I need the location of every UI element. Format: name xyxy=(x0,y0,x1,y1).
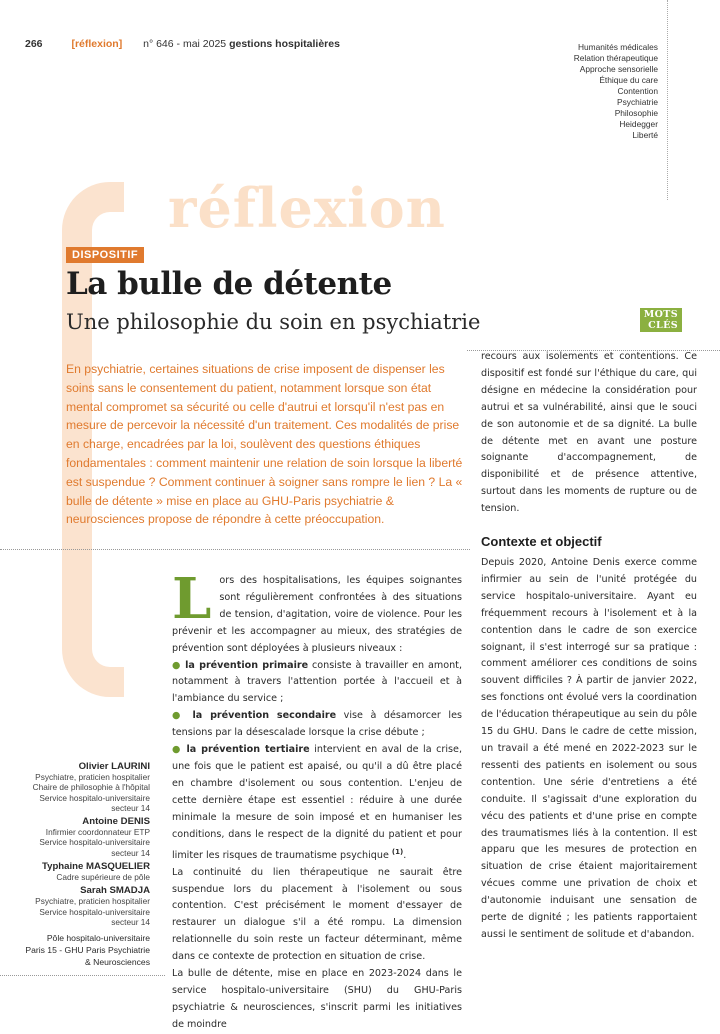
page-header xyxy=(25,38,340,50)
article-tag: DISPOSITIF xyxy=(66,247,144,263)
footnote-ref: (1) xyxy=(391,847,404,856)
list-item xyxy=(172,708,462,742)
affiliation-line: Paris 15 - GHU Paris Psychiatrie xyxy=(25,944,150,955)
dotted-rule xyxy=(0,549,470,550)
affiliation xyxy=(0,933,150,968)
keyword: Éthique du care xyxy=(599,75,658,85)
dotted-rule xyxy=(0,975,165,976)
list-item: ● la prévention tertiaire intervient en aval de la crise, une fois que le patient est apaisé, ou qu'il a dû être placé en chambre d'isolement ou sous contention. L'enjeu de cette dernière étape est essentiel : réduire à une durée minimale la mesure de soin imposé et en humaniser les conditions, dans le respect de la dignité du patient et pour limiter les risques de traumatisme psychique $^{(1)}$. xyxy=(172,744,462,861)
list-item-bold: la prévention tertiaire xyxy=(186,744,310,756)
keywords-box xyxy=(573,42,679,331)
paragraph: La bulle de détente, mise en place en 2023-2024 dans le service hospitalo-universitaire (SHU) du GHU-Paris psychiatrie & neurosciences, s'inscrit parmi les initiatives de moindre xyxy=(172,968,462,1030)
bullet-icon: ● xyxy=(172,744,182,756)
keyword: Psychiatrie xyxy=(617,97,658,107)
article-lead: En psychiatrie, certaines situations de crise imposent de dispenser les soins sans le consentement du patient, notamment lorsque son état mental compromet sa sécurité ou celle d'autrui et lorsqu'il n'est pas en mesure de percevoir la nécessité d'un traitement. Ces modalités de prise en charge, encadrées par la loi, soulèvent des questions éthiques fondamentales : comment maintenir une relation de soin lorsque la liberté est suspendue ? Comment continuer à soigner sans rompre le lien ? La « bulle de détente » mise en place au GHU-Paris psychiatrie & neurosciences propose de répondre à cette préoccupation. xyxy=(66,362,463,527)
bullet-icon: ● xyxy=(172,710,185,722)
journal-name: gestions hospitalières xyxy=(229,38,340,50)
list-item-text: intervient en aval de la crise, une fois que le patient est apaisé, ou qu'il a dû être placé en chambre d'isolement ou sous contention. L'enjeu de cette dernière étape est essentiel : réduire à une durée minimale la mesure de soin imposé et en humaniser les conditions, dans le respect de la dignité du patient et pour limiter les risques de traumatisme psychique xyxy=(172,744,462,861)
paragraph: Depuis 2020, Antoine Denis exerce comme infirmier au sein de l'unité protégée du service hospitalo-universitaire. Ayant eu fréquemment recours à l'isolement et à la contention dans le cadre de son exercice soignant, il s'est interrogé sur sa pratique : comment améliorer ces conditions de soins souvent difficiles ? À partir de janvier 2022, ses fonctions ont évolué vers la coordination de l'éducation thérapeutique au sein du pôle 15 du GHU. Dans le cadre de cette mission, un travail a été mené en 2022-2023 sur le ressenti des patients en isolement ou sous contention. Une série d'entretiens a été conduite. Il s'agissait d'une exploration du vécu des patients et d'une prise en compte des traumatismes liés à la contention. Il est apparu que les mesures de protection en situation de crise étaient majoritairement vécues comme une privation de choix et d'autonomie induisant une sensation de perte de dignité ; les patients rapportaient aussi le sentiment de solitude et d'abandon. xyxy=(481,557,697,940)
affiliation-line: Pôle hospitalo-universitaire xyxy=(46,933,150,944)
author-role: Service hospitalo-universitaire xyxy=(39,837,150,848)
author-role: secteur 14 xyxy=(111,916,150,927)
author-role: Infirmier coordonnateur ETP xyxy=(45,827,150,838)
intro-text: ors des hospitalisations, les équipes soignantes sont régulièrement confrontées à des situations de tension, d'agitation, voire de violence. Pour les prévenir et les accompagner au mieux, des stratégies de prévention sont déployées à plusieurs niveaux : xyxy=(172,575,462,654)
right-column-top xyxy=(481,349,697,518)
list-item-bold: la prévention primaire xyxy=(185,659,309,671)
list-item-text: consiste à travailler en amont, notamment à travers l'attention portée à l'accueil et à l'ambiance du service ; xyxy=(172,659,462,705)
article-title: La bulle de détente xyxy=(66,266,392,302)
author-role: Service hospitalo-universitaire xyxy=(39,792,150,803)
paragraph: recours aux isolements et contentions. Ce dispositif est fondé sur l'éthique du care, qui désigne en médecine la considération pour autrui et sa vulnérabilité, ainsi que le souci de son autonomie et de sa dignité. La bulle de détente met en avant une posture soignante d'accompagnement, de disponibilité et de présence attentive, surtout dans les moments de rupture ou de tension. xyxy=(481,351,697,515)
keyword: Humanités médicales xyxy=(577,42,658,52)
author-role: Psychiatre, praticien hospitalier xyxy=(35,772,150,783)
author-role: secteur 14 xyxy=(111,847,150,858)
dropcap: L xyxy=(172,566,212,632)
author-role: Service hospitalo-universitaire xyxy=(39,906,150,917)
article-subtitle: Une philosophie du soin en psychiatrie xyxy=(66,310,481,334)
author-role: secteur 14 xyxy=(111,802,150,813)
keyword: Liberté xyxy=(632,130,658,140)
section-heading: Contexte et objectif xyxy=(481,534,602,549)
author-role: Chaire de philosophie à l'hôpital xyxy=(32,782,150,793)
issue-label: n° 646 - mai 2025 xyxy=(143,38,227,50)
author-name: Antoine DENIS xyxy=(82,816,150,828)
vertical-divider xyxy=(667,0,668,200)
page-number: 266 xyxy=(25,38,43,50)
author-role: Psychiatre, praticien hospitalier xyxy=(35,896,150,907)
list-item xyxy=(172,658,462,709)
keyword: Philosophie xyxy=(614,108,658,118)
section-label: [réflexion] xyxy=(71,38,123,50)
author-name: Typhaine MASQUELIER xyxy=(41,860,150,872)
banner-word: réflexion xyxy=(168,176,446,240)
paragraph: La continuité du lien thérapeutique ne saurait être suspendue lors du placement à l'isolement ou sous contention. C'est précisément le moment d'essayer de restaurer un dialogue s'il a été rompu. La dimension relationnelle du soin reste un facteur déterminant, même dans ce contexte de protection en situation de crise. xyxy=(172,866,462,963)
authors-block xyxy=(0,758,150,968)
affiliation-line: & Neurosciences xyxy=(85,956,150,967)
bullet-icon: ● xyxy=(172,659,182,671)
list-item-bold: la prévention secondaire xyxy=(192,710,337,722)
main-column xyxy=(172,566,462,1034)
keyword: Contention xyxy=(617,86,658,96)
keyword: Approche sensorielle xyxy=(579,64,658,74)
keyword: Heidegger xyxy=(619,119,658,129)
right-column-body xyxy=(481,555,697,944)
author-name: Sarah SMADJA xyxy=(80,885,150,897)
author-role: Cadre supérieure de pôle xyxy=(56,872,150,883)
list-item-text: vise à désamorcer les tensions par la désescalade lorsque la crise débute ; xyxy=(172,710,462,739)
keywords-title: MOTS CLÉS xyxy=(640,308,682,332)
keyword: Relation thérapeutique xyxy=(573,53,658,63)
author-name: Olivier LAURINI xyxy=(78,761,150,772)
